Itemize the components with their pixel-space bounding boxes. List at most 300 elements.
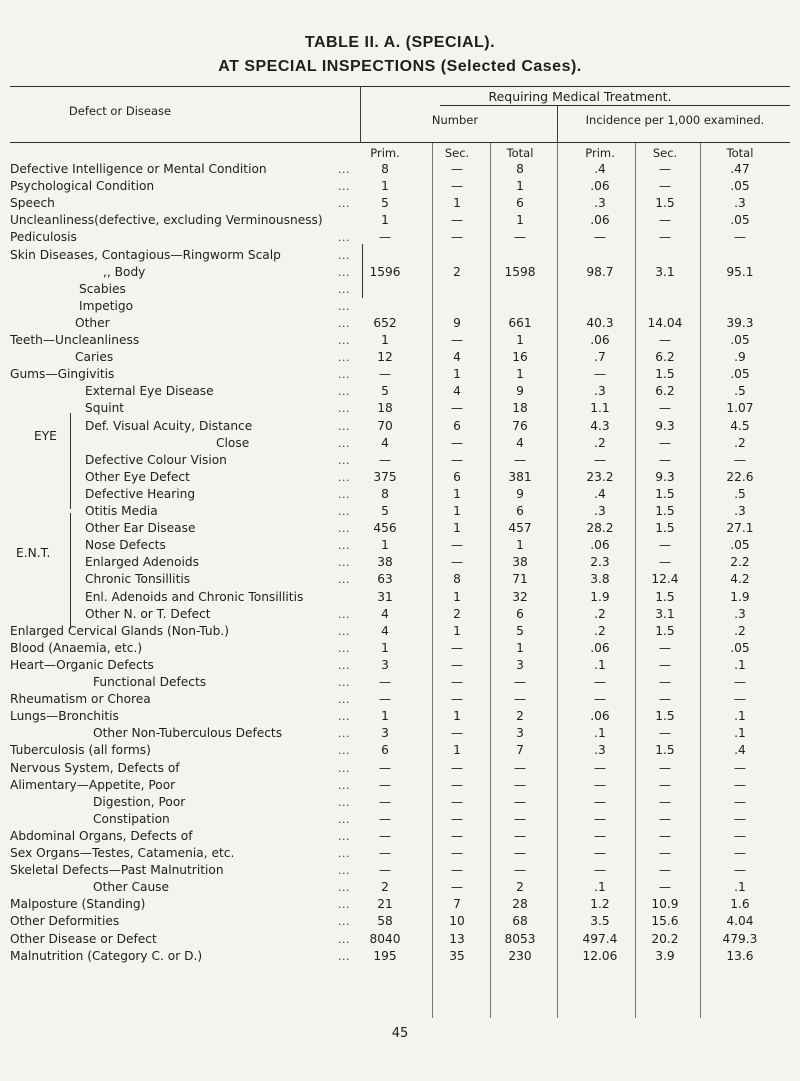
cell-value: — [658, 640, 672, 655]
row-label: ,, Body [103, 264, 146, 279]
row-label: Alimentary—Appetite, Poor [10, 777, 176, 792]
cell-value: — [513, 811, 527, 826]
cell-value: 28 [512, 897, 528, 912]
ent-brace [70, 513, 71, 629]
cell-value: — [658, 692, 672, 707]
cell-value: — [658, 811, 672, 826]
cell-value: — [450, 213, 464, 228]
dot-leader: ... [338, 710, 350, 724]
cell-value: — [378, 794, 392, 809]
cell-value: — [450, 452, 464, 467]
dot-leader: ... [338, 231, 350, 245]
cell-value: 5 [516, 623, 524, 638]
cell-value: — [733, 811, 747, 826]
row-label: Abdominal Organs, Defects of [10, 828, 193, 843]
cell-value: 1 [516, 640, 524, 655]
table-row [0, 708, 800, 725]
cell-value: .3 [734, 196, 746, 211]
cell-value: — [733, 846, 747, 860]
cell-value: 35 [449, 948, 465, 963]
cell-value: 3.9 [655, 948, 675, 963]
header-incidence: Incidence per 1,000 examined. [585, 113, 765, 127]
header-divider-main [360, 86, 361, 143]
table-row [0, 229, 800, 246]
row-label: Other Cause [93, 880, 170, 895]
table-row [0, 828, 800, 845]
cell-value: 7 [516, 743, 524, 758]
cell-value: 9 [453, 315, 461, 330]
cell-value: 1598 [504, 264, 536, 279]
row-label: Skeletal Defects—Past Malnutrition [10, 863, 224, 878]
header-divider-number [557, 105, 558, 143]
cell-value: 8 [381, 486, 389, 501]
column-header: Prim. [585, 146, 615, 160]
table-row [0, 913, 800, 930]
table-row [0, 623, 800, 640]
dot-leader: ... [338, 915, 350, 929]
cell-value: — [450, 811, 464, 826]
cell-value: 18 [377, 401, 393, 416]
row-label: Impetigo [79, 298, 134, 313]
cell-value: 6 [516, 504, 524, 518]
cell-value: 381 [508, 469, 532, 484]
cell-value: — [450, 401, 464, 416]
cell-value: — [593, 692, 607, 707]
header-requiring: Requiring Medical Treatment. [488, 89, 672, 104]
header-defect: Defect or Disease [68, 104, 172, 118]
dot-leader: ... [338, 778, 350, 792]
cell-value: — [513, 794, 527, 809]
table-row [0, 332, 800, 349]
cell-value: — [378, 811, 392, 826]
cell-value: — [513, 452, 527, 467]
cell-value: — [658, 863, 672, 878]
cell-value: .4 [734, 743, 746, 758]
table-row [0, 178, 800, 195]
cell-value: — [450, 538, 464, 553]
cell-value: 16 [512, 350, 528, 365]
cell-value: .2 [734, 435, 746, 450]
cell-value: — [450, 555, 464, 570]
cell-value: .06 [590, 640, 610, 655]
header-bottom-rule [10, 142, 790, 143]
cell-value: 1.9 [590, 589, 610, 604]
cell-value: .06 [590, 333, 610, 347]
cell-value: — [593, 828, 607, 843]
dot-leader: ... [338, 316, 350, 330]
cell-value: — [658, 162, 672, 176]
cell-value: .06 [590, 709, 610, 724]
cell-value: 1 [453, 521, 461, 536]
row-label: Enlarged Cervical Glands (Non-Tub.) [10, 623, 229, 638]
row-label: Defective Colour Vision [85, 452, 227, 467]
table-row [0, 845, 800, 862]
table-row [0, 811, 800, 828]
dot-leader: ... [338, 847, 350, 860]
cell-value: — [450, 777, 464, 792]
table-row [0, 469, 800, 486]
cell-value: 32 [512, 589, 528, 604]
cell-value: 3 [516, 657, 524, 672]
cell-value: — [593, 452, 607, 467]
cell-value: 4.3 [590, 418, 610, 433]
table-row [0, 537, 800, 554]
dot-leader: ... [338, 761, 350, 775]
cell-value: .3 [734, 504, 746, 518]
cell-value: .05 [730, 367, 750, 382]
cell-value: 1.07 [726, 401, 754, 416]
cell-value: — [378, 828, 392, 843]
cell-value: 6 [453, 469, 461, 484]
cell-value: — [658, 555, 672, 570]
cell-value: 1.5 [655, 486, 675, 501]
dot-leader: ... [338, 676, 350, 689]
cell-value: 4 [381, 623, 389, 638]
dot-leader: ... [338, 299, 350, 313]
dot-leader: ... [338, 505, 350, 518]
cell-value: — [513, 230, 527, 245]
cell-value: — [593, 230, 607, 245]
cell-value: — [378, 230, 392, 245]
cell-value: .1 [594, 657, 606, 672]
cell-value: 1 [516, 367, 524, 382]
cell-value: — [378, 760, 392, 775]
table-row [0, 777, 800, 794]
cell-value: — [450, 846, 464, 860]
table-row [0, 161, 800, 178]
cell-value: .3 [594, 384, 606, 399]
dot-leader: ... [338, 693, 350, 707]
row-label: Other Disease or Defect [10, 931, 157, 946]
cell-value: — [733, 777, 747, 792]
cell-value: — [658, 675, 672, 689]
cell-value: 28.2 [586, 521, 614, 536]
table-row [0, 554, 800, 571]
cell-value: — [513, 692, 527, 707]
table-row [0, 948, 800, 965]
cell-value: 1.1 [590, 401, 610, 416]
cell-value: 58 [377, 914, 393, 929]
cell-value: — [658, 760, 672, 775]
row-label: Uncleanliness(defective, excluding Verminousness) [10, 213, 323, 228]
cell-value: 1 [381, 640, 389, 655]
row-label: Malnutrition (Category C. or D.) [10, 948, 203, 963]
cell-value: 6 [516, 196, 524, 211]
table-row [0, 366, 800, 383]
row-label: Constipation [93, 811, 170, 826]
dot-leader: ... [338, 932, 350, 946]
cell-value: 1 [381, 179, 389, 194]
cell-value: — [450, 794, 464, 809]
column-header: Prim. [370, 146, 400, 160]
cell-value: 1.6 [730, 897, 750, 912]
page-number: 45 [391, 1026, 409, 1041]
cell-value: 12.06 [582, 948, 618, 963]
cell-value: — [658, 726, 672, 741]
cell-value: 14.04 [647, 315, 683, 330]
table-row [0, 418, 800, 435]
cell-value: 1.5 [655, 743, 675, 758]
dot-leader: ... [338, 402, 350, 416]
cell-value: — [658, 657, 672, 672]
group-label-ent: E.N.T. [16, 546, 51, 560]
row-label: Caries [75, 350, 114, 365]
dot-leader: ... [338, 248, 350, 262]
cell-value: — [450, 726, 464, 741]
dot-leader: ... [338, 539, 350, 553]
cell-value: 479.3 [722, 931, 758, 946]
dot-leader: ... [338, 436, 350, 450]
cell-value: .4 [594, 486, 606, 501]
row-label: Squint [85, 401, 125, 416]
cell-value: — [450, 333, 464, 347]
row-label: Skin Diseases, Contagious—Ringworm Scalp [10, 247, 281, 262]
cell-value: .5 [734, 384, 746, 399]
cell-value: — [378, 846, 392, 860]
dot-leader: ... [338, 197, 350, 211]
cell-value: 31 [377, 589, 393, 604]
dot-leader: ... [338, 795, 350, 809]
cell-value: 1 [453, 504, 461, 518]
column-header: Sec. [652, 146, 678, 160]
cell-value: 1596 [369, 264, 401, 279]
cell-value: 457 [508, 521, 532, 536]
cell-value: 1 [453, 589, 461, 604]
cell-value: 4 [516, 435, 524, 450]
cell-value: — [733, 863, 747, 878]
cell-value: 1 [516, 333, 524, 347]
cell-value: 8 [516, 162, 524, 176]
cell-value: .2 [594, 623, 606, 638]
row-label: Psychological Condition [10, 179, 155, 194]
cell-value: — [658, 846, 672, 860]
cell-value: .2 [734, 623, 746, 638]
table-row [0, 383, 800, 400]
cell-value: 4 [453, 384, 461, 399]
row-label: Other Non-Tuberculous Defects [93, 726, 283, 741]
row-label: Chronic Tonsillitis [85, 572, 191, 587]
cell-value: 1.5 [655, 623, 675, 638]
table-row [0, 589, 800, 606]
cell-value: 7 [453, 897, 461, 912]
cell-value: — [593, 777, 607, 792]
dot-leader: ... [338, 419, 350, 433]
cell-value: 1.5 [655, 196, 675, 211]
cell-value: 13 [449, 931, 465, 946]
cell-value: — [450, 657, 464, 672]
cell-value: 2 [516, 880, 524, 895]
row-label: Functional Defects [93, 675, 207, 689]
cell-value: — [450, 640, 464, 655]
cell-value: 3.8 [590, 572, 610, 587]
cell-value: 6.2 [655, 384, 675, 399]
cell-value: .06 [590, 179, 610, 194]
cell-value: — [658, 401, 672, 416]
cell-value: — [733, 794, 747, 809]
cell-value: 1.2 [590, 897, 610, 912]
cell-value: 1 [381, 538, 389, 553]
table-row [0, 896, 800, 913]
cell-value: 6 [381, 743, 389, 758]
row-label: Enlarged Adenoids [85, 555, 199, 570]
cell-value: 8053 [504, 931, 536, 946]
cell-value: — [450, 179, 464, 194]
table-row [0, 571, 800, 588]
cell-value: — [513, 846, 527, 860]
cell-value: 1 [516, 213, 524, 228]
dot-leader: ... [338, 453, 350, 467]
cell-value: — [658, 230, 672, 245]
table-subtitle: AT SPECIAL INSPECTIONS (Selected Cases). [218, 58, 582, 75]
cell-value: .05 [730, 640, 750, 655]
cell-value: .06 [590, 538, 610, 553]
cell-value: 456 [373, 521, 397, 536]
table-row [0, 862, 800, 879]
cell-value: 63 [377, 572, 393, 587]
cell-value: 1 [516, 538, 524, 553]
cell-value: 20.2 [651, 931, 679, 946]
cell-value: — [513, 828, 527, 843]
cell-value: — [450, 880, 464, 895]
row-label: Rheumatism or Chorea [10, 692, 151, 707]
dot-leader: ... [338, 282, 350, 296]
cell-value: .05 [730, 333, 750, 347]
cell-value: 230 [508, 948, 532, 963]
dot-leader: ... [338, 334, 350, 347]
cell-value: .3 [734, 606, 746, 621]
cell-value: — [513, 760, 527, 775]
cell-value: 10.9 [651, 897, 679, 912]
cell-value: 76 [512, 418, 528, 433]
cell-value: 3.5 [590, 914, 610, 929]
table-row [0, 315, 800, 332]
cell-value: 8040 [369, 931, 401, 946]
cell-value: 3 [381, 657, 389, 672]
cell-value: 22.6 [726, 469, 754, 484]
cell-value: 70 [377, 418, 393, 433]
cell-value: — [733, 452, 747, 467]
row-label: Other N. or T. Defect [85, 606, 211, 621]
row-label: Blood (Anaemia, etc.) [10, 640, 143, 655]
cell-value: .3 [594, 196, 606, 211]
cell-value: 1.5 [655, 521, 675, 536]
row-label: Defective Intelligence or Mental Condition [10, 162, 267, 176]
cell-value: — [513, 863, 527, 878]
table-row [0, 640, 800, 657]
cell-value: — [658, 452, 672, 467]
table-row [0, 674, 800, 691]
cell-value: 3.1 [655, 264, 675, 279]
cell-value: — [450, 828, 464, 843]
cell-value: 6 [516, 606, 524, 621]
dot-leader: ... [338, 949, 350, 963]
row-label: Digestion, Poor [93, 794, 186, 809]
cell-value: 12 [377, 350, 393, 365]
cell-value: 71 [512, 572, 528, 587]
cell-value: 1 [381, 709, 389, 724]
cell-value: 21 [377, 897, 393, 912]
cell-value: — [593, 811, 607, 826]
cell-value: 1 [453, 743, 461, 758]
cell-value: 1 [381, 213, 389, 228]
dot-leader: ... [338, 898, 350, 912]
cell-value: 4.5 [730, 418, 750, 433]
header-sub-rule [440, 105, 790, 106]
row-label: Lungs—Bronchitis [10, 709, 119, 724]
dot-leader: ... [338, 163, 350, 176]
dot-leader: ... [338, 573, 350, 587]
cell-value: 39.3 [726, 315, 754, 330]
cell-value: — [658, 777, 672, 792]
cell-value: 13.6 [726, 948, 754, 963]
cell-value: 4 [381, 435, 389, 450]
table-row [0, 435, 800, 452]
cell-value: .2 [594, 435, 606, 450]
cell-value: 2 [381, 880, 389, 895]
group-label-eye: EYE [34, 429, 57, 443]
row-label: Gums—Gingivitis [10, 367, 115, 382]
dot-leader: ... [338, 556, 350, 570]
column-rule [557, 143, 558, 1018]
cell-value: .3 [594, 743, 606, 758]
cell-value: 6 [453, 418, 461, 433]
cell-value: 9.3 [655, 469, 675, 484]
dot-leader: ... [338, 829, 350, 843]
cell-value: — [513, 777, 527, 792]
cell-value: .1 [594, 880, 606, 895]
row-label: Other Eye Defect [85, 469, 190, 484]
cell-value: .1 [734, 880, 746, 895]
cell-value: 2 [516, 709, 524, 724]
cell-value: — [378, 777, 392, 792]
table-row [0, 212, 800, 229]
column-header: Total [726, 146, 754, 160]
cell-value: 1 [453, 623, 461, 638]
cell-value: 661 [508, 315, 532, 330]
cell-value: 1 [453, 196, 461, 211]
cell-value: — [658, 880, 672, 895]
table-row [0, 264, 800, 281]
cell-value: — [378, 692, 392, 707]
row-label: Def. Visual Acuity, Distance [85, 418, 253, 433]
dot-leader: ... [338, 351, 350, 365]
cell-value: 5 [381, 384, 389, 399]
cell-value: — [593, 760, 607, 775]
column-header: Sec. [444, 146, 470, 160]
cell-value: .3 [594, 504, 606, 518]
cell-value: 4.04 [726, 914, 754, 929]
cell-value: 9 [516, 384, 524, 399]
row-label: External Eye Disease [85, 384, 214, 399]
table-row [0, 760, 800, 777]
cell-value: 652 [373, 315, 397, 330]
table-row [0, 657, 800, 674]
cell-value: 5 [381, 196, 389, 211]
cell-value: 8 [381, 162, 389, 176]
column-rule [490, 143, 491, 1018]
cell-value: — [378, 367, 392, 382]
table-row [0, 298, 800, 315]
cell-value: — [450, 692, 464, 707]
cell-value: .1 [594, 726, 606, 741]
dot-leader: ... [338, 180, 350, 194]
table-row [0, 794, 800, 811]
table-row [0, 879, 800, 896]
cell-value: — [733, 828, 747, 843]
cell-value: 2 [453, 264, 461, 279]
table-row [0, 452, 800, 469]
cell-value: .05 [730, 538, 750, 553]
